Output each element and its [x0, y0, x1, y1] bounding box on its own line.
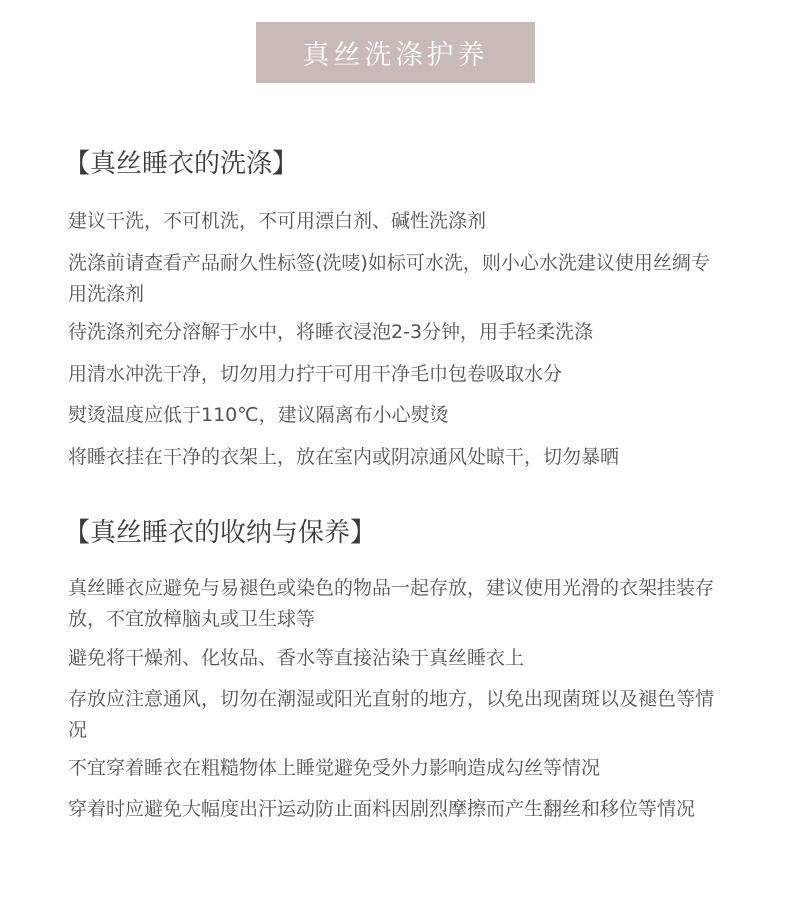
wash-item: 洗涤前请查看产品耐久性标签(洗唛)如标可水洗，则小心水洗建议使用丝绸专用洗涤剂 [68, 252, 710, 305]
care-item: 不宜穿着睡衣在粗糙物体上睡觉避免受外力影响造成勾丝等情况 [68, 757, 601, 779]
title-banner [256, 22, 535, 83]
care-item: 存放应注意通风，切勿在潮湿或阳光直射的地方，以免出现菌斑以及褪色等情况 [68, 688, 715, 741]
wash-item: 待洗涤剂充分溶解于水中，将睡衣浸泡2-3分钟，用手轻柔洗涤 [68, 321, 594, 343]
care-item: 真丝睡衣应避免与易褪色或染色的物品一起存放，建议使用光滑的衣架挂装存放，不宜放樟脑丸或卫生球等 [68, 577, 715, 630]
page-title: 真丝洗涤护养 [302, 40, 489, 71]
wash-section-heading: 【真丝睡衣的洗涤】 [64, 149, 299, 179]
wash-item: 将睡衣挂在干净的衣架上，放在室内或阴凉通风处晾干，切勿暴晒 [68, 446, 620, 468]
care-item: 穿着时应避免大幅度出汗运动防止面料因剧烈摩擦而产生翻丝和移位等情况 [68, 798, 696, 820]
wash-item: 建议干洗，不可机洗，不可用漂白剂、碱性洗涤剂 [68, 210, 487, 232]
care-section-heading: 【真丝睡衣的收纳与保养】 [64, 518, 377, 548]
wash-item: 熨烫温度应低于110℃，建议隔离布小心熨烫 [68, 404, 449, 426]
care-item: 避免将干燥剂、化妆品、香水等直接沾染于真丝睡衣上 [68, 647, 525, 669]
wash-item: 用清水冲洗干净，切勿用力拧干可用干净毛巾包卷吸取水分 [68, 363, 563, 385]
